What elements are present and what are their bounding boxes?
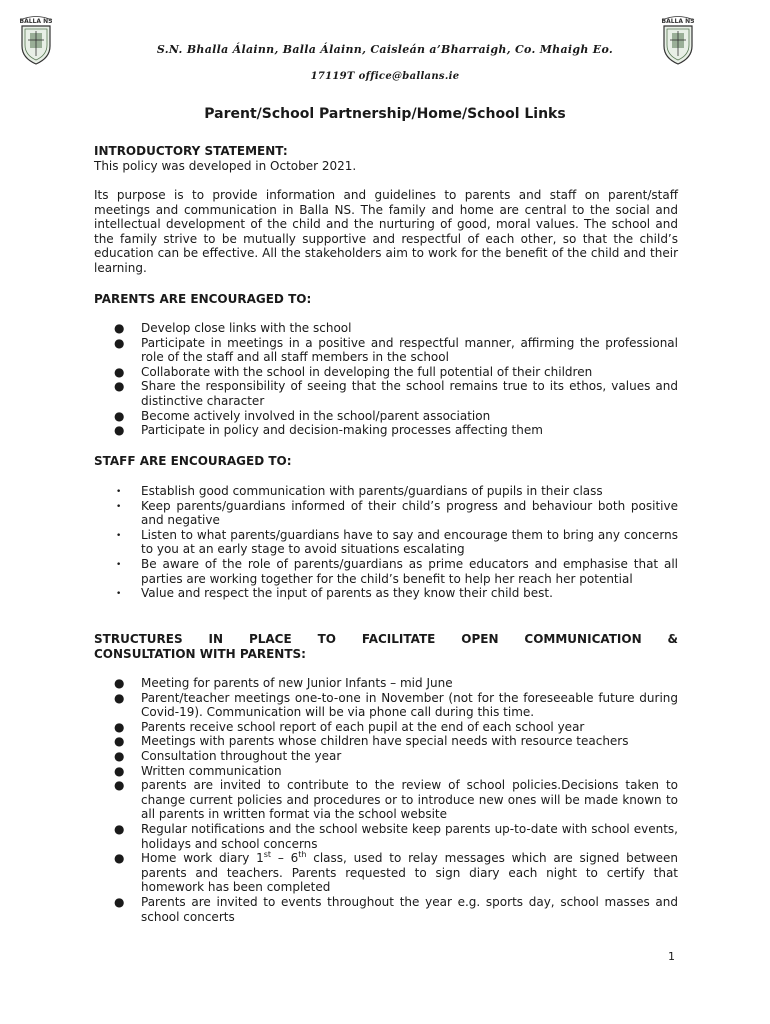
list-item: ● Share the responsibility of seeing that the school remains true to its ethos, values and distinctive character xyxy=(114,379,678,408)
list-item: ● Meeting for parents of new Junior Infants – mid June xyxy=(114,676,453,690)
staff-heading xyxy=(94,454,678,469)
school-crest-logo xyxy=(14,14,58,66)
staff-list xyxy=(94,484,678,601)
school-email: office@ballans.ie xyxy=(358,71,460,82)
school-crest-logo xyxy=(656,14,700,66)
crest-icon xyxy=(656,14,700,66)
list-item: ● Written communication xyxy=(114,763,282,778)
list-item: • Be aware of the role of parents/guardians as prime educators and emphasise that all parties are working together for the child’s benefit to help her reach her potential xyxy=(116,556,678,586)
parents-heading-text: PARENTS ARE ENCOURAGED TO: xyxy=(94,292,312,306)
crest-icon xyxy=(14,14,58,66)
bullet-icon: • xyxy=(116,487,122,497)
svg-text:BALLA NS: BALLA NS xyxy=(19,18,53,25)
bullet-icon: • xyxy=(116,530,122,541)
page-number: 1 xyxy=(668,950,675,963)
list-item: • Keep parents/guardians informed of their child’s progress and behaviour both positive and negative xyxy=(116,498,678,528)
list-item: • Value and respect the input of parents as they know their child best. xyxy=(116,586,553,601)
bullet-icon: ● xyxy=(114,763,125,778)
bullet-icon: ● xyxy=(114,821,125,836)
intro-section xyxy=(94,144,678,173)
structures-list xyxy=(94,676,678,924)
school-contact xyxy=(0,71,770,82)
structures-heading-line1: STRUCTURES IN PLACE TO FACILITATE OPEN COMMUNICATION & xyxy=(94,632,678,646)
list-item: ● Participate in meetings in a positive and respectful manner, affirming the professional role of the staff and all staff members in the school xyxy=(114,335,678,365)
svg-text:BALLA NS: BALLA NS xyxy=(661,18,695,25)
list-item: ● Develop close links with the school xyxy=(114,321,352,335)
bullet-icon: ● xyxy=(114,379,125,394)
bullet-icon: ● xyxy=(114,894,125,909)
bullet-icon: ● xyxy=(114,364,125,379)
list-item: ● Participate in policy and decision-making processes affecting them xyxy=(114,423,543,438)
bullet-icon: ● xyxy=(114,676,125,690)
bullet-icon: ● xyxy=(114,748,125,763)
bullet-icon: • xyxy=(116,559,122,570)
bullet-icon: ● xyxy=(114,321,125,335)
bullet-icon: ● xyxy=(114,719,125,734)
intro-text: This policy was developed in October 2021. xyxy=(94,158,357,173)
bullet-icon: ● xyxy=(114,408,125,423)
parents-heading xyxy=(94,292,678,307)
list-item: ● Parents receive school report of each pupil at the end of each school year xyxy=(114,719,585,734)
school-address: S.N. Bhalla Álainn, Balla Álainn, Caisleán a’Bharraigh, Co. Mhaigh Eo. xyxy=(156,43,614,56)
bullet-icon: ● xyxy=(114,423,125,438)
bullet-icon: ● xyxy=(114,778,125,793)
list-item: ● Home work diary 1st – 6th class, used to relay messages which are signed between parents and teachers. Parents requested to sign diary each night to certify that homework has been completed xyxy=(114,850,678,895)
structures-heading-line2: CONSULTATION WITH PARENTS: xyxy=(94,646,306,661)
list-item: ● Become actively involved in the school/parent association xyxy=(114,408,491,423)
list-item: • Establish good communication with parents/guardians of pupils in their class xyxy=(116,484,603,498)
list-item: ● Regular notifications and the school website keep parents up-to-date with school events, holidays and school concerns xyxy=(114,821,678,851)
page-title: Parent/School Partnership/Home/School Links xyxy=(204,106,566,122)
bullet-icon: • xyxy=(116,589,122,600)
list-item: ● Meetings with parents whose children have special needs with resource teachers xyxy=(114,734,629,749)
bullet-icon: ● xyxy=(114,690,125,705)
intro-heading: INTRODUCTORY STATEMENT: xyxy=(94,144,288,158)
list-item: ● Parents are invited to events throughout the year e.g. sports day, school masses and school concerts xyxy=(114,894,678,924)
bullet-icon: ● xyxy=(114,851,125,866)
parents-list xyxy=(94,321,678,438)
list-item: ● parents are invited to contribute to the review of school policies.Decisions taken to change current policies and procedures or to introduce new ones will be made known to all parents in written format via the school website xyxy=(114,778,678,822)
staff-heading-text: STAFF ARE ENCOURAGED TO: xyxy=(94,454,292,468)
bullet-icon: ● xyxy=(114,734,125,749)
list-item: • Listen to what parents/guardians have to say and encourage them to bring any concerns to you at an early stage to avoid situations escalating xyxy=(116,527,678,557)
bullet-icon: • xyxy=(116,501,122,512)
structures-heading xyxy=(94,632,678,661)
bullet-icon: ● xyxy=(114,335,125,350)
roll-number: 17119T xyxy=(310,71,355,82)
list-item: ● Collaborate with the school in developing the full potential of their children xyxy=(114,364,593,379)
purpose-paragraph: Its purpose is to provide information and guidelines to parents and staff on parent/staff meetings and communication in Balla NS. The family and home are central to the social and intellectual development of the child and the nurturing of good, moral values. The school and the family strive to be mutually supportive and respectful of each other, so that the child’s education can be effective. All the stakeholders aim to work for the benefit of the child and their learning. xyxy=(94,188,678,275)
list-item: ● Consultation throughout the year xyxy=(114,748,342,763)
list-item: ● Parent/teacher meetings one-to-one in November (not for the foreseeable future during Covid-19). Communication will be via phone call during this time. xyxy=(114,690,678,720)
